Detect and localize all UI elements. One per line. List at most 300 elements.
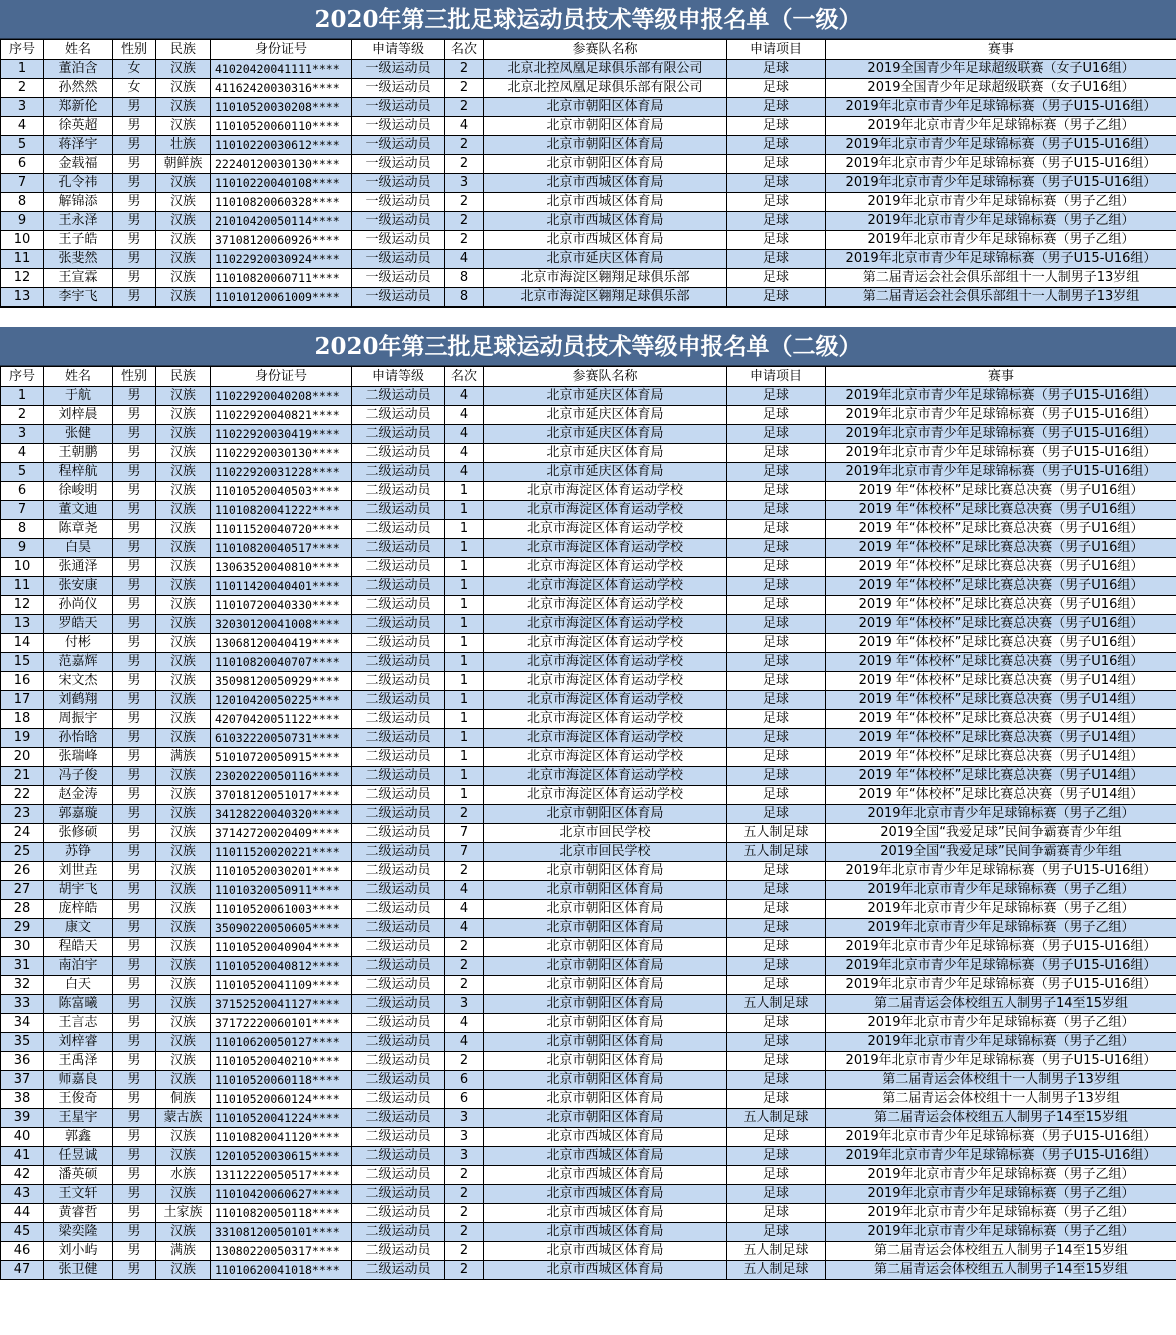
cell-index: 35 <box>1 1033 44 1052</box>
cell-event: 足球 <box>727 1033 826 1052</box>
cell-competition: 2019年北京市青少年足球锦标赛（男子U15-U16组） <box>826 250 1176 269</box>
cell-level: 二级运动员 <box>352 1090 445 1109</box>
cell-team: 北京市回民学校 <box>484 824 727 843</box>
cell-name: 刘梓晨 <box>44 406 113 425</box>
cell-level: 一级运动员 <box>352 117 445 136</box>
cell-index: 43 <box>1 1185 44 1204</box>
cell-competition: 2019年北京市青少年足球锦标赛（男子乙组） <box>826 212 1176 231</box>
cell-competition: 2019年北京市青少年足球锦标赛（男子U15-U16组） <box>826 1052 1176 1071</box>
cell-ethnicity: 汉族 <box>156 577 211 596</box>
cell-ethnicity: 汉族 <box>156 672 211 691</box>
cell-team: 北京市西城区体育局 <box>484 1128 727 1147</box>
cell-name: 胡宇飞 <box>44 881 113 900</box>
cell-event: 五人制足球 <box>727 1109 826 1128</box>
cell-index: 39 <box>1 1109 44 1128</box>
cell-competition: 2019年北京市青少年足球锦标赛（男子乙组） <box>826 900 1176 919</box>
cell-gender: 男 <box>113 1204 156 1223</box>
cell-level: 二级运动员 <box>352 596 445 615</box>
cell-id-number: 37142720020409**** <box>211 824 352 843</box>
table-row <box>1 843 1176 862</box>
cell-level: 二级运动员 <box>352 615 445 634</box>
cell-level: 一级运动员 <box>352 269 445 288</box>
cell-id-number: 34128220040320**** <box>211 805 352 824</box>
table2-header-row <box>1 367 1176 387</box>
cell-id-number: 11010820060328**** <box>211 193 352 212</box>
cell-name: 刘鹤翔 <box>44 691 113 710</box>
cell-index: 8 <box>1 193 44 212</box>
cell-level: 一级运动员 <box>352 193 445 212</box>
cell-name: 王朝鹏 <box>44 444 113 463</box>
cell-index: 42 <box>1 1166 44 1185</box>
cell-team: 北京市朝阳区体育局 <box>484 1071 727 1090</box>
table-row <box>1 786 1176 805</box>
cell-gender: 男 <box>113 748 156 767</box>
cell-event: 足球 <box>727 1185 826 1204</box>
table-row <box>1 577 1176 596</box>
cell-level: 二级运动员 <box>352 767 445 786</box>
cell-competition: 第二届青运会体校组十一人制男子13岁组 <box>826 1071 1176 1090</box>
cell-event: 足球 <box>727 387 826 406</box>
cell-gender: 男 <box>113 539 156 558</box>
cell-gender: 男 <box>113 1109 156 1128</box>
cell-rank: 1 <box>445 596 484 615</box>
cell-index: 1 <box>1 387 44 406</box>
cell-ethnicity: 汉族 <box>156 520 211 539</box>
cell-id-number: 51010720050915**** <box>211 748 352 767</box>
table-row <box>1 155 1176 174</box>
cell-name: 陈富曦 <box>44 995 113 1014</box>
cell-event: 足球 <box>727 1147 826 1166</box>
cell-competition: 2019年北京市青少年足球锦标赛（男子乙组） <box>826 117 1176 136</box>
cell-competition: 2019年北京市青少年足球锦标赛（男子乙组） <box>826 1033 1176 1052</box>
cell-rank: 1 <box>445 577 484 596</box>
table-row <box>1 919 1176 938</box>
cell-ethnicity: 汉族 <box>156 1185 211 1204</box>
cell-index: 15 <box>1 653 44 672</box>
cell-id-number: 11010520041109**** <box>211 976 352 995</box>
cell-level: 一级运动员 <box>352 60 445 79</box>
cell-rank: 2 <box>445 1204 484 1223</box>
table-row <box>1 976 1176 995</box>
cell-name: 王言志 <box>44 1014 113 1033</box>
cell-ethnicity: 汉族 <box>156 174 211 193</box>
cell-name: 南泊宇 <box>44 957 113 976</box>
table-row <box>1 824 1176 843</box>
cell-name: 董泊含 <box>44 60 113 79</box>
cell-rank: 8 <box>445 288 484 307</box>
cell-rank: 2 <box>445 805 484 824</box>
cell-competition: 第二届青运会体校组五人制男子14至15岁组 <box>826 1261 1176 1280</box>
cell-name: 王宣霖 <box>44 269 113 288</box>
cell-team: 北京市朝阳区体育局 <box>484 919 727 938</box>
cell-competition: 2019 年“体校杯”足球比赛总决赛（男子U16组） <box>826 539 1176 558</box>
cell-id-number: 11010320050911**** <box>211 881 352 900</box>
cell-id-number: 11010520040503**** <box>211 482 352 501</box>
cell-team: 北京市朝阳区体育局 <box>484 938 727 957</box>
cell-name: 郭鑫 <box>44 1128 113 1147</box>
cell-team: 北京市朝阳区体育局 <box>484 862 727 881</box>
cell-ethnicity: 汉族 <box>156 1261 211 1280</box>
cell-ethnicity: 汉族 <box>156 269 211 288</box>
cell-level: 一级运动员 <box>352 250 445 269</box>
cell-competition: 第二届青运会社会俱乐部组十一人制男子13岁组 <box>826 288 1176 307</box>
cell-gender: 女 <box>113 79 156 98</box>
cell-index: 7 <box>1 501 44 520</box>
cell-level: 二级运动员 <box>352 881 445 900</box>
cell-gender: 男 <box>113 1071 156 1090</box>
cell-ethnicity: 汉族 <box>156 767 211 786</box>
cell-level: 一级运动员 <box>352 174 445 193</box>
cell-gender: 男 <box>113 269 156 288</box>
cell-team: 北京市西城区体育局 <box>484 231 727 250</box>
table-row <box>1 444 1176 463</box>
cell-team: 北京市西城区体育局 <box>484 1204 727 1223</box>
cell-index: 7 <box>1 174 44 193</box>
cell-id-number: 11010520030201**** <box>211 862 352 881</box>
cell-name: 刘小屿 <box>44 1242 113 1261</box>
table-row <box>1 1204 1176 1223</box>
cell-level: 二级运动员 <box>352 520 445 539</box>
cell-ethnicity: 汉族 <box>156 634 211 653</box>
cell-ethnicity: 汉族 <box>156 501 211 520</box>
cell-level: 二级运动员 <box>352 1128 445 1147</box>
cell-gender: 男 <box>113 174 156 193</box>
header-id-number: 身份证号 <box>211 367 352 387</box>
cell-competition: 2019年北京市青少年足球锦标赛（男子U15-U16组） <box>826 957 1176 976</box>
cell-gender: 男 <box>113 1033 156 1052</box>
cell-gender: 男 <box>113 634 156 653</box>
cell-team: 北京市海淀区翱翔足球俱乐部 <box>484 288 727 307</box>
cell-event: 足球 <box>727 767 826 786</box>
cell-id-number: 33108120050101**** <box>211 1223 352 1242</box>
header-ethnicity: 民族 <box>156 40 211 60</box>
cell-rank: 8 <box>445 269 484 288</box>
table-row <box>1 862 1176 881</box>
cell-rank: 1 <box>445 539 484 558</box>
cell-ethnicity: 汉族 <box>156 824 211 843</box>
cell-index: 23 <box>1 805 44 824</box>
cell-rank: 3 <box>445 1109 484 1128</box>
cell-level: 二级运动员 <box>352 691 445 710</box>
cell-competition: 2019 年“体校杯”足球比赛总决赛（男子U14组） <box>826 767 1176 786</box>
table-row <box>1 79 1176 98</box>
cell-level: 二级运动员 <box>352 425 445 444</box>
cell-competition: 2019年北京市青少年足球锦标赛（男子U15-U16组） <box>826 444 1176 463</box>
cell-team: 北京市西城区体育局 <box>484 1242 727 1261</box>
cell-id-number: 11010620041018**** <box>211 1261 352 1280</box>
cell-gender: 男 <box>113 117 156 136</box>
cell-index: 4 <box>1 117 44 136</box>
cell-rank: 2 <box>445 212 484 231</box>
cell-competition: 第二届青运会体校组五人制男子14至15岁组 <box>826 1109 1176 1128</box>
cell-index: 18 <box>1 710 44 729</box>
cell-ethnicity: 汉族 <box>156 463 211 482</box>
cell-ethnicity: 汉族 <box>156 425 211 444</box>
cell-ethnicity: 汉族 <box>156 1052 211 1071</box>
cell-event: 足球 <box>727 748 826 767</box>
cell-id-number: 11011520040720**** <box>211 520 352 539</box>
cell-ethnicity: 汉族 <box>156 79 211 98</box>
table-row <box>1 193 1176 212</box>
cell-gender: 男 <box>113 406 156 425</box>
cell-event: 足球 <box>727 79 826 98</box>
cell-event: 足球 <box>727 900 826 919</box>
cell-rank: 1 <box>445 520 484 539</box>
cell-gender: 男 <box>113 1128 156 1147</box>
cell-id-number: 35090220050605**** <box>211 919 352 938</box>
cell-name: 于航 <box>44 387 113 406</box>
cell-name: 张斐然 <box>44 250 113 269</box>
cell-level: 二级运动员 <box>352 406 445 425</box>
cell-rank: 1 <box>445 748 484 767</box>
cell-team: 北京北控凤凰足球俱乐部有限公司 <box>484 60 727 79</box>
cell-team: 北京市海淀区体育运动学校 <box>484 729 727 748</box>
cell-rank: 6 <box>445 1071 484 1090</box>
cell-gender: 男 <box>113 995 156 1014</box>
table-row <box>1 463 1176 482</box>
cell-gender: 男 <box>113 193 156 212</box>
cell-team: 北京市海淀区体育运动学校 <box>484 691 727 710</box>
cell-name: 郭嘉璇 <box>44 805 113 824</box>
cell-team: 北京市海淀区体育运动学校 <box>484 615 727 634</box>
cell-name: 王永泽 <box>44 212 113 231</box>
cell-event: 足球 <box>727 634 826 653</box>
cell-event: 五人制足球 <box>727 824 826 843</box>
cell-level: 二级运动员 <box>352 577 445 596</box>
cell-gender: 男 <box>113 155 156 174</box>
cell-name: 罗皓天 <box>44 615 113 634</box>
table-row <box>1 269 1176 288</box>
cell-ethnicity: 汉族 <box>156 1147 211 1166</box>
cell-event: 足球 <box>727 653 826 672</box>
cell-rank: 2 <box>445 976 484 995</box>
table-row <box>1 1090 1176 1109</box>
table-row <box>1 117 1176 136</box>
cell-level: 二级运动员 <box>352 1071 445 1090</box>
cell-index: 9 <box>1 212 44 231</box>
cell-index: 34 <box>1 1014 44 1033</box>
cell-team: 北京市朝阳区体育局 <box>484 805 727 824</box>
cell-name: 金载福 <box>44 155 113 174</box>
cell-index: 26 <box>1 862 44 881</box>
cell-index: 25 <box>1 843 44 862</box>
cell-level: 二级运动员 <box>352 1166 445 1185</box>
cell-team: 北京市海淀区体育运动学校 <box>484 577 727 596</box>
cell-team: 北京市海淀区体育运动学校 <box>484 634 727 653</box>
cell-competition: 2019年北京市青少年足球锦标赛（男子乙组） <box>826 193 1176 212</box>
cell-rank: 4 <box>445 406 484 425</box>
level2-table <box>0 366 1176 1280</box>
cell-competition: 第二届青运会体校组十一人制男子13岁组 <box>826 1090 1176 1109</box>
cell-id-number: 11022920040821**** <box>211 406 352 425</box>
cell-rank: 2 <box>445 1185 484 1204</box>
cell-name: 黄睿哲 <box>44 1204 113 1223</box>
cell-index: 40 <box>1 1128 44 1147</box>
cell-ethnicity: 壮族 <box>156 136 211 155</box>
cell-ethnicity: 汉族 <box>156 596 211 615</box>
cell-rank: 1 <box>445 501 484 520</box>
cell-competition: 2019年北京市青少年足球锦标赛（男子乙组） <box>826 919 1176 938</box>
cell-name: 董文迪 <box>44 501 113 520</box>
table-row <box>1 596 1176 615</box>
cell-competition: 2019年北京市青少年足球锦标赛（男子U15-U16组） <box>826 155 1176 174</box>
cell-ethnicity: 满族 <box>156 1242 211 1261</box>
cell-index: 2 <box>1 406 44 425</box>
cell-name: 张瑞峰 <box>44 748 113 767</box>
cell-index: 11 <box>1 250 44 269</box>
cell-name: 张卫健 <box>44 1261 113 1280</box>
cell-ethnicity: 汉族 <box>156 1014 211 1033</box>
cell-competition: 2019年北京市青少年足球锦标赛（男子乙组） <box>826 1185 1176 1204</box>
cell-name: 王文轩 <box>44 1185 113 1204</box>
cell-index: 38 <box>1 1090 44 1109</box>
cell-gender: 男 <box>113 900 156 919</box>
cell-gender: 男 <box>113 231 156 250</box>
cell-name: 宋文杰 <box>44 672 113 691</box>
cell-rank: 4 <box>445 900 484 919</box>
cell-ethnicity: 汉族 <box>156 615 211 634</box>
table-row <box>1 501 1176 520</box>
cell-index: 33 <box>1 995 44 1014</box>
cell-name: 李宇飞 <box>44 288 113 307</box>
cell-ethnicity: 汉族 <box>156 995 211 1014</box>
cell-gender: 男 <box>113 615 156 634</box>
cell-level: 二级运动员 <box>352 862 445 881</box>
cell-competition: 2019年北京市青少年足球锦标赛（男子U15-U16组） <box>826 174 1176 193</box>
cell-ethnicity: 汉族 <box>156 1128 211 1147</box>
cell-gender: 男 <box>113 596 156 615</box>
table-row <box>1 136 1176 155</box>
cell-id-number: 22240120030130**** <box>211 155 352 174</box>
cell-ethnicity: 满族 <box>156 748 211 767</box>
cell-name: 刘世垚 <box>44 862 113 881</box>
cell-rank: 1 <box>445 786 484 805</box>
cell-rank: 4 <box>445 117 484 136</box>
cell-index: 17 <box>1 691 44 710</box>
table-row <box>1 1128 1176 1147</box>
cell-gender: 男 <box>113 425 156 444</box>
cell-ethnicity: 汉族 <box>156 900 211 919</box>
cell-competition: 2019年北京市青少年足球锦标赛（男子U15-U16组） <box>826 463 1176 482</box>
cell-team: 北京市海淀区体育运动学校 <box>484 653 727 672</box>
cell-id-number: 11010820041222**** <box>211 501 352 520</box>
table-row <box>1 938 1176 957</box>
cell-level: 二级运动员 <box>352 444 445 463</box>
cell-team: 北京市海淀区体育运动学校 <box>484 672 727 691</box>
cell-competition: 2019全国“我爱足球”民间争霸赛青少年组 <box>826 843 1176 862</box>
cell-team: 北京市海淀区体育运动学校 <box>484 520 727 539</box>
cell-competition: 2019全国青少年足球超级联赛（女子U16组） <box>826 60 1176 79</box>
cell-event: 足球 <box>727 596 826 615</box>
table-row <box>1 748 1176 767</box>
cell-gender: 男 <box>113 710 156 729</box>
cell-gender: 男 <box>113 1052 156 1071</box>
cell-team: 北京市朝阳区体育局 <box>484 1109 727 1128</box>
cell-level: 二级运动员 <box>352 1052 445 1071</box>
cell-ethnicity: 汉族 <box>156 976 211 995</box>
cell-team: 北京市朝阳区体育局 <box>484 1052 727 1071</box>
cell-competition: 2019年北京市青少年足球锦标赛（男子U15-U16组） <box>826 1128 1176 1147</box>
header-gender: 性别 <box>113 40 156 60</box>
cell-index: 8 <box>1 520 44 539</box>
cell-event: 足球 <box>727 117 826 136</box>
cell-ethnicity: 汉族 <box>156 558 211 577</box>
cell-index: 37 <box>1 1071 44 1090</box>
cell-gender: 男 <box>113 824 156 843</box>
cell-event: 足球 <box>727 558 826 577</box>
cell-gender: 男 <box>113 653 156 672</box>
header-level: 申请等级 <box>352 367 445 387</box>
cell-index: 22 <box>1 786 44 805</box>
cell-team: 北京市西城区体育局 <box>484 1261 727 1280</box>
cell-event: 五人制足球 <box>727 843 826 862</box>
cell-team: 北京市西城区体育局 <box>484 193 727 212</box>
cell-level: 二级运动员 <box>352 1014 445 1033</box>
cell-event: 足球 <box>727 425 826 444</box>
cell-id-number: 11010820050118**** <box>211 1204 352 1223</box>
cell-name: 王星宇 <box>44 1109 113 1128</box>
cell-id-number: 13080220050317**** <box>211 1242 352 1261</box>
table-row <box>1 1071 1176 1090</box>
cell-index: 47 <box>1 1261 44 1280</box>
cell-gender: 女 <box>113 60 156 79</box>
cell-competition: 2019年北京市青少年足球锦标赛（男子U15-U16组） <box>826 425 1176 444</box>
cell-team: 北京市朝阳区体育局 <box>484 881 727 900</box>
cell-team: 北京市海淀区体育运动学校 <box>484 596 727 615</box>
cell-id-number: 11011520020221**** <box>211 843 352 862</box>
cell-event: 足球 <box>727 938 826 957</box>
cell-name: 张健 <box>44 425 113 444</box>
cell-name: 张修硕 <box>44 824 113 843</box>
table-row <box>1 1166 1176 1185</box>
cell-competition: 2019 年“体校杯”足球比赛总决赛（男子U14组） <box>826 729 1176 748</box>
cell-gender: 男 <box>113 577 156 596</box>
cell-id-number: 11010520060124**** <box>211 1090 352 1109</box>
cell-team: 北京市海淀区体育运动学校 <box>484 482 727 501</box>
cell-team: 北京市海淀区翱翔足球俱乐部 <box>484 269 727 288</box>
cell-level: 二级运动员 <box>352 672 445 691</box>
cell-ethnicity: 汉族 <box>156 1071 211 1090</box>
cell-event: 足球 <box>727 231 826 250</box>
cell-team: 北京市朝阳区体育局 <box>484 117 727 136</box>
cell-team: 北京市朝阳区体育局 <box>484 1090 727 1109</box>
cell-ethnicity: 土家族 <box>156 1204 211 1223</box>
cell-gender: 男 <box>113 919 156 938</box>
cell-name: 郑新伦 <box>44 98 113 117</box>
cell-gender: 男 <box>113 729 156 748</box>
level1-table <box>0 39 1176 307</box>
cell-gender: 男 <box>113 672 156 691</box>
cell-index: 27 <box>1 881 44 900</box>
cell-team: 北京市延庆区体育局 <box>484 387 727 406</box>
cell-team: 北京市海淀区体育运动学校 <box>484 748 727 767</box>
table-row <box>1 653 1176 672</box>
cell-competition: 2019 年“体校杯”足球比赛总决赛（男子U16组） <box>826 558 1176 577</box>
table-row <box>1 767 1176 786</box>
cell-competition: 2019年北京市青少年足球锦标赛（男子乙组） <box>826 231 1176 250</box>
cell-id-number: 11010520040904**** <box>211 938 352 957</box>
cell-ethnicity: 汉族 <box>156 193 211 212</box>
cell-rank: 6 <box>445 1090 484 1109</box>
cell-gender: 男 <box>113 976 156 995</box>
cell-id-number: 11010820060711**** <box>211 269 352 288</box>
cell-level: 二级运动员 <box>352 1185 445 1204</box>
cell-competition: 2019 年“体校杯”足球比赛总决赛（男子U14组） <box>826 672 1176 691</box>
cell-event: 足球 <box>727 269 826 288</box>
cell-id-number: 11010820041120**** <box>211 1128 352 1147</box>
table-row <box>1 615 1176 634</box>
cell-rank: 2 <box>445 193 484 212</box>
